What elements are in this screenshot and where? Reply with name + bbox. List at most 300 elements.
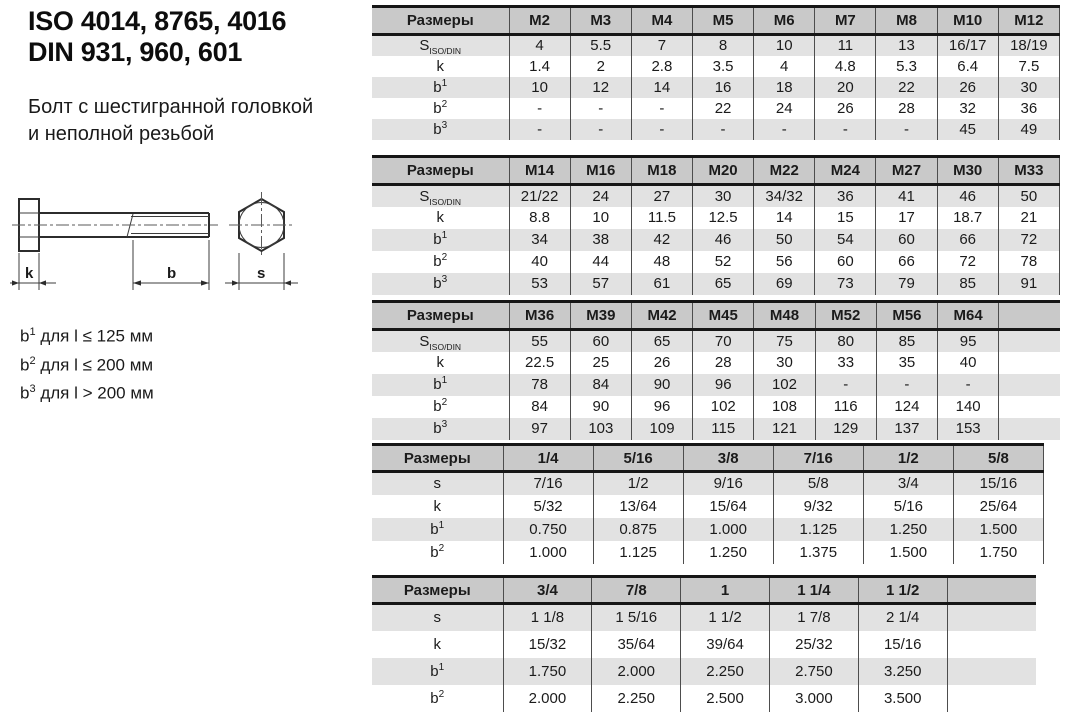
table-cell: 65	[692, 273, 753, 295]
table-cell: 1.125	[773, 518, 863, 541]
table-cell: 124	[876, 396, 937, 418]
table-cell: 14	[754, 207, 815, 229]
table-row	[372, 98, 1060, 119]
bolt-technical-drawing	[10, 190, 350, 320]
table-cell: 60	[876, 229, 937, 251]
table-cell: 2.250	[681, 658, 770, 685]
table-cell: 49	[998, 119, 1059, 140]
table-cell: 15/64	[683, 495, 773, 518]
row-label: k	[436, 354, 444, 371]
row-label: k	[433, 635, 441, 653]
row-label: k	[436, 209, 444, 226]
table-cell-empty	[947, 631, 1036, 658]
table-row	[372, 229, 1060, 251]
table-cell: 50	[998, 185, 1059, 207]
table-cell: -	[815, 374, 876, 396]
table-cell: 48	[631, 251, 692, 273]
row-label: k	[436, 57, 444, 75]
table-cell: 0.875	[593, 518, 683, 541]
table-cell: 1.000	[683, 518, 773, 541]
row-label: $S_{ISO/DIN}$	[372, 35, 509, 56]
header-size-M8: M8	[876, 7, 937, 35]
row-label: $b^3$	[372, 418, 509, 440]
table-cell: 72	[998, 229, 1059, 251]
row-label: k	[433, 497, 441, 515]
table-cell: 7.5	[998, 56, 1059, 77]
table-cell: 1.750	[953, 541, 1043, 564]
table-cell: 9/32	[773, 495, 863, 518]
table-cell: 20	[815, 77, 876, 98]
header-size-M42: M42	[631, 302, 692, 330]
table-cell: 30	[754, 352, 815, 374]
table-cell: 116	[815, 396, 876, 418]
header-empty	[947, 577, 1036, 604]
table-cell: 1.375	[773, 541, 863, 564]
header-sizes-label: Размеры	[372, 302, 509, 330]
table-cell: 72	[937, 251, 998, 273]
table-cell: 18/19	[998, 35, 1059, 56]
row-label: $b^1$	[372, 658, 503, 685]
table-cell: 60	[570, 330, 631, 352]
table-cell: 38	[570, 229, 631, 251]
table-cell: -	[754, 119, 815, 140]
table-cell: 61	[631, 273, 692, 295]
table-cell: 1.250	[863, 518, 953, 541]
table-cell: 75	[754, 330, 815, 352]
table-cell: 103	[570, 418, 631, 440]
table-cell: 52	[692, 251, 753, 273]
header-size-M20: M20	[692, 157, 753, 185]
table-cell: 12	[570, 77, 631, 98]
note-line: $b^2$ для l ≤ 200 мм	[20, 354, 154, 375]
table-cell: 57	[570, 273, 631, 295]
dimension-s	[225, 253, 298, 290]
header-size-M27: M27	[876, 157, 937, 185]
table-cell-empty	[999, 374, 1060, 396]
table-cell: 90	[631, 374, 692, 396]
table-cell: 1.750	[503, 658, 592, 685]
subtitle	[28, 94, 368, 148]
page-title	[28, 6, 368, 68]
header-sizes-label: Размеры	[372, 445, 503, 472]
table-cell: 45	[937, 119, 998, 140]
table-cell: 3.000	[769, 685, 858, 712]
table-cell: 79	[876, 273, 937, 295]
header-sizes-label: Размеры	[372, 157, 509, 185]
table-cell-empty	[999, 418, 1060, 440]
table-row	[372, 541, 1044, 564]
table-cell: -	[570, 119, 631, 140]
table-cell: 22	[876, 77, 937, 98]
table-row	[372, 604, 1036, 631]
dimension-b	[133, 240, 209, 290]
notes	[20, 320, 154, 406]
header-size-M36: M36	[509, 302, 570, 330]
header-size-M39: M39	[570, 302, 631, 330]
subtitle-line1: Болт с шестигранной головкой	[28, 96, 314, 118]
table-row	[372, 207, 1060, 229]
header-size-M10: M10	[937, 7, 998, 35]
table-cell: 11.5	[631, 207, 692, 229]
table-cell-empty	[947, 604, 1036, 631]
header-size-M52: M52	[815, 302, 876, 330]
table-cell: 6.4	[937, 56, 998, 77]
table-cell: 54	[815, 229, 876, 251]
header-size-M30: M30	[937, 157, 998, 185]
table-header-row	[372, 445, 1044, 472]
table-cell: 102	[754, 374, 815, 396]
table-row	[372, 472, 1044, 495]
header-size-M6: M6	[754, 7, 815, 35]
table-cell: 73	[815, 273, 876, 295]
table-cell: 27	[631, 185, 692, 207]
table-cell: 5.3	[876, 56, 937, 77]
table-cell: 25/64	[953, 495, 1043, 518]
table-header-row	[372, 157, 1060, 185]
header-size-M5: M5	[692, 7, 753, 35]
table-cell: 3.500	[858, 685, 947, 712]
table-cell-empty	[999, 352, 1060, 374]
table-cell: 153	[938, 418, 999, 440]
header-size-M24: M24	[815, 157, 876, 185]
table-cell: 53	[509, 273, 570, 295]
table-cell: -	[938, 374, 999, 396]
table-cell: 35/64	[592, 631, 681, 658]
table-cell: 55	[509, 330, 570, 352]
table-cell: 70	[693, 330, 754, 352]
table-cell: 34	[509, 229, 570, 251]
table-cell: 4	[754, 56, 815, 77]
table-header-row	[372, 302, 1060, 330]
table-row	[372, 352, 1060, 374]
table-cell: 78	[509, 374, 570, 396]
row-label: $b^2$	[433, 397, 448, 415]
table-cell: 7/16	[503, 472, 593, 495]
table-cell: 115	[693, 418, 754, 440]
table-cell: 22	[692, 98, 753, 119]
table-cell: 13/64	[593, 495, 683, 518]
table-cell: 129	[815, 418, 876, 440]
table-cell: 2.000	[592, 658, 681, 685]
table-cell: -	[876, 374, 937, 396]
table-cell: 90	[570, 396, 631, 418]
table-cell: 2.000	[503, 685, 592, 712]
table-metric-m14-m33	[372, 155, 1060, 295]
table-cell-empty	[947, 685, 1036, 712]
table-row	[372, 330, 1060, 352]
table-cell: 5/16	[863, 495, 953, 518]
header-size-5-16: 5/16	[593, 445, 683, 472]
table-cell: 40	[509, 251, 570, 273]
header-size-M16: M16	[570, 157, 631, 185]
header-size-3-8: 3/8	[683, 445, 773, 472]
table-row	[372, 273, 1060, 295]
table-cell-empty	[999, 330, 1060, 352]
table-header-row	[372, 7, 1060, 35]
table-metric-m36-m64	[372, 300, 1060, 440]
header-size-M3: M3	[570, 7, 631, 35]
table-cell: 5.5	[570, 35, 631, 56]
header-size-M48: M48	[754, 302, 815, 330]
table-cell: 30	[998, 77, 1059, 98]
table-cell: 21/22	[509, 185, 570, 207]
table-row	[372, 77, 1060, 98]
table-cell: 3/4	[863, 472, 953, 495]
table-cell: 1 5/16	[592, 604, 681, 631]
table-cell: -	[815, 119, 876, 140]
table-cell: 11	[815, 35, 876, 56]
table-cell: 85	[876, 330, 937, 352]
table-cell: 95	[938, 330, 999, 352]
table-cell-empty	[947, 658, 1036, 685]
row-label: $b^1$	[372, 374, 509, 396]
table-cell: 1 1/8	[503, 604, 592, 631]
table-inch-3-4-to-1-5	[372, 575, 1036, 712]
table-cell: 16	[692, 77, 753, 98]
header-size-M18: M18	[631, 157, 692, 185]
table-cell: 41	[876, 185, 937, 207]
table-row	[372, 685, 1036, 712]
table-cell: 108	[754, 396, 815, 418]
table-cell: 84	[509, 396, 570, 418]
header-size-M4: M4	[631, 7, 692, 35]
table-cell: 85	[937, 273, 998, 295]
table-metric-m2-m12	[372, 5, 1060, 140]
table-cell: 42	[631, 229, 692, 251]
table-cell: -	[570, 98, 631, 119]
table-cell: 22.5	[509, 352, 570, 374]
header-size-3-4: 3/4	[503, 577, 592, 604]
table-row	[372, 119, 1060, 140]
table-cell: 140	[938, 396, 999, 418]
header-size-1-1-2: 1 1/2	[858, 577, 947, 604]
table-cell: 4.8	[815, 56, 876, 77]
header-size-M64: M64	[938, 302, 999, 330]
table-cell: 102	[693, 396, 754, 418]
table-cell: 15/16	[858, 631, 947, 658]
table-row	[372, 56, 1060, 77]
table-cell: 56	[754, 251, 815, 273]
table-cell: 26	[815, 98, 876, 119]
table-cell: -	[631, 98, 692, 119]
table-cell: 1 1/2	[681, 604, 770, 631]
table-row	[372, 251, 1060, 273]
header-size-5-8: 5/8	[953, 445, 1043, 472]
header-sizes-label: Размеры	[372, 577, 503, 604]
header-sizes-label: Размеры	[372, 7, 509, 35]
table-cell: 15/32	[503, 631, 592, 658]
dim-label-s: s	[257, 265, 266, 282]
table-cell: 10	[509, 77, 570, 98]
table-cell: 80	[815, 330, 876, 352]
table-cell: 96	[631, 396, 692, 418]
table-cell: 8	[692, 35, 753, 56]
table-cell: 40	[938, 352, 999, 374]
header-size-M22: M22	[754, 157, 815, 185]
dimension-k	[10, 253, 56, 290]
table-row	[372, 495, 1044, 518]
table-cell: 66	[937, 229, 998, 251]
title-iso: ISO 4014, 8765, 4016	[28, 6, 287, 36]
row-label: $b^1$	[372, 518, 503, 541]
table-cell: 18	[754, 77, 815, 98]
table-cell: 12.5	[692, 207, 753, 229]
table-cell: 1.500	[863, 541, 953, 564]
row-label: $b^2$	[430, 542, 445, 561]
row-label: $b^3$	[372, 273, 509, 295]
row-label: $b^2$	[430, 688, 445, 707]
title-din: DIN 931, 960, 601	[28, 37, 243, 67]
header-size-M14: M14	[509, 157, 570, 185]
header-size-1-2: 1/2	[863, 445, 953, 472]
table-cell: 10	[570, 207, 631, 229]
table-cell: 5/8	[773, 472, 863, 495]
table-cell: 1.500	[953, 518, 1043, 541]
table-inch-quarter-to-5-8	[372, 443, 1044, 564]
table-cell: 121	[754, 418, 815, 440]
table-cell: 8.8	[509, 207, 570, 229]
table-cell: 46	[937, 185, 998, 207]
table-cell: 17	[876, 207, 937, 229]
bolt-side-view	[12, 199, 218, 251]
table-cell: 1.4	[509, 56, 570, 77]
row-label: $b^1$	[372, 77, 509, 98]
note-line: $b^1$ для l ≤ 125 мм	[20, 326, 154, 346]
table-row	[372, 631, 1036, 658]
table-cell: 2.500	[681, 685, 770, 712]
table-cell: 5/32	[503, 495, 593, 518]
header-size-M7: M7	[815, 7, 876, 35]
table-cell: 16/17	[937, 35, 998, 56]
left-panel	[28, 6, 368, 148]
table-cell: 10	[754, 35, 815, 56]
table-cell: 36	[815, 185, 876, 207]
table-cell: 84	[570, 374, 631, 396]
header-size-7-8: 7/8	[592, 577, 681, 604]
table-cell: 2.750	[769, 658, 858, 685]
header-size-1: 1	[681, 577, 770, 604]
table-cell: 3.5	[692, 56, 753, 77]
table-cell: 39/64	[681, 631, 770, 658]
table-cell: 26	[937, 77, 998, 98]
table-row	[372, 396, 1060, 418]
row-label: $S_{ISO/DIN}$	[372, 185, 509, 207]
dim-label-k: k	[25, 265, 34, 282]
table-cell: 0.750	[503, 518, 593, 541]
table-cell: 109	[631, 418, 692, 440]
subtitle-line2: и неполной резьбой	[28, 123, 215, 145]
table-cell: 15/16	[953, 472, 1043, 495]
table-cell: -	[509, 119, 570, 140]
table-cell: 60	[815, 251, 876, 273]
table-header-row	[372, 577, 1036, 604]
header-size-1-1-4: 1 1/4	[769, 577, 858, 604]
row-label: s	[372, 604, 503, 631]
table-cell: 69	[754, 273, 815, 295]
table-cell: 137	[876, 418, 937, 440]
dim-label-b: b	[167, 265, 177, 282]
table-cell: 2.8	[631, 56, 692, 77]
table-cell: 1.125	[593, 541, 683, 564]
table-cell: 2 1/4	[858, 604, 947, 631]
table-cell: 25	[570, 352, 631, 374]
table-cell: 50	[754, 229, 815, 251]
table-cell: 7	[631, 35, 692, 56]
table-row	[372, 658, 1036, 685]
table-cell: 44	[570, 251, 631, 273]
table-cell: 25/32	[769, 631, 858, 658]
table-cell: 1/2	[593, 472, 683, 495]
table-cell: -	[631, 119, 692, 140]
table-row	[372, 518, 1044, 541]
table-cell: 1 7/8	[769, 604, 858, 631]
hex-head-view	[229, 192, 294, 258]
table-cell: -	[692, 119, 753, 140]
table-cell: 26	[631, 352, 692, 374]
table-cell: 66	[876, 251, 937, 273]
row-label: $S_{ISO/DIN}$	[372, 330, 509, 352]
table-cell: 28	[876, 98, 937, 119]
header-size-M2: M2	[509, 7, 570, 35]
table-cell: -	[509, 98, 570, 119]
table-cell: 24	[570, 185, 631, 207]
table-cell: 30	[692, 185, 753, 207]
table-cell: 13	[876, 35, 937, 56]
header-size-M12: M12	[998, 7, 1059, 35]
header-size-M33: M33	[998, 157, 1059, 185]
table-cell: -	[876, 119, 937, 140]
header-size-7-16: 7/16	[773, 445, 863, 472]
table-cell: 24	[754, 98, 815, 119]
header-size-M45: M45	[693, 302, 754, 330]
table-cell: 96	[693, 374, 754, 396]
header-size-M56: M56	[876, 302, 937, 330]
table-cell: 15	[815, 207, 876, 229]
note-line: $b^3$ для l > 200 мм	[20, 383, 154, 403]
table-cell: 36	[998, 98, 1059, 119]
row-label: $b^1$	[372, 229, 509, 251]
table-cell-empty	[999, 396, 1060, 418]
table-cell: 4	[509, 35, 570, 56]
table-cell: 32	[937, 98, 998, 119]
table-cell: 2	[570, 56, 631, 77]
table-cell: 91	[998, 273, 1059, 295]
table-cell: 46	[692, 229, 753, 251]
table-row	[372, 418, 1060, 440]
table-cell: 14	[631, 77, 692, 98]
table-cell: 1.250	[683, 541, 773, 564]
row-label: $b^3$	[372, 119, 509, 140]
table-cell: 65	[631, 330, 692, 352]
row-label: $b^2$	[433, 252, 448, 270]
table-cell: 97	[509, 418, 570, 440]
header-empty	[999, 302, 1060, 330]
table-cell: 28	[693, 352, 754, 374]
table-cell: 21	[998, 207, 1059, 229]
table-cell: 33	[815, 352, 876, 374]
row-label: s	[372, 472, 503, 495]
table-row	[372, 185, 1060, 207]
header-size-1-4: 1/4	[503, 445, 593, 472]
table-cell: 78	[998, 251, 1059, 273]
table-cell: 1.000	[503, 541, 593, 564]
table-cell: 34/32	[754, 185, 815, 207]
table-cell: 3.250	[858, 658, 947, 685]
row-label: $b^2$	[433, 98, 448, 117]
tables-area	[372, 0, 1067, 720]
table-cell: 2.250	[592, 685, 681, 712]
table-row	[372, 374, 1060, 396]
